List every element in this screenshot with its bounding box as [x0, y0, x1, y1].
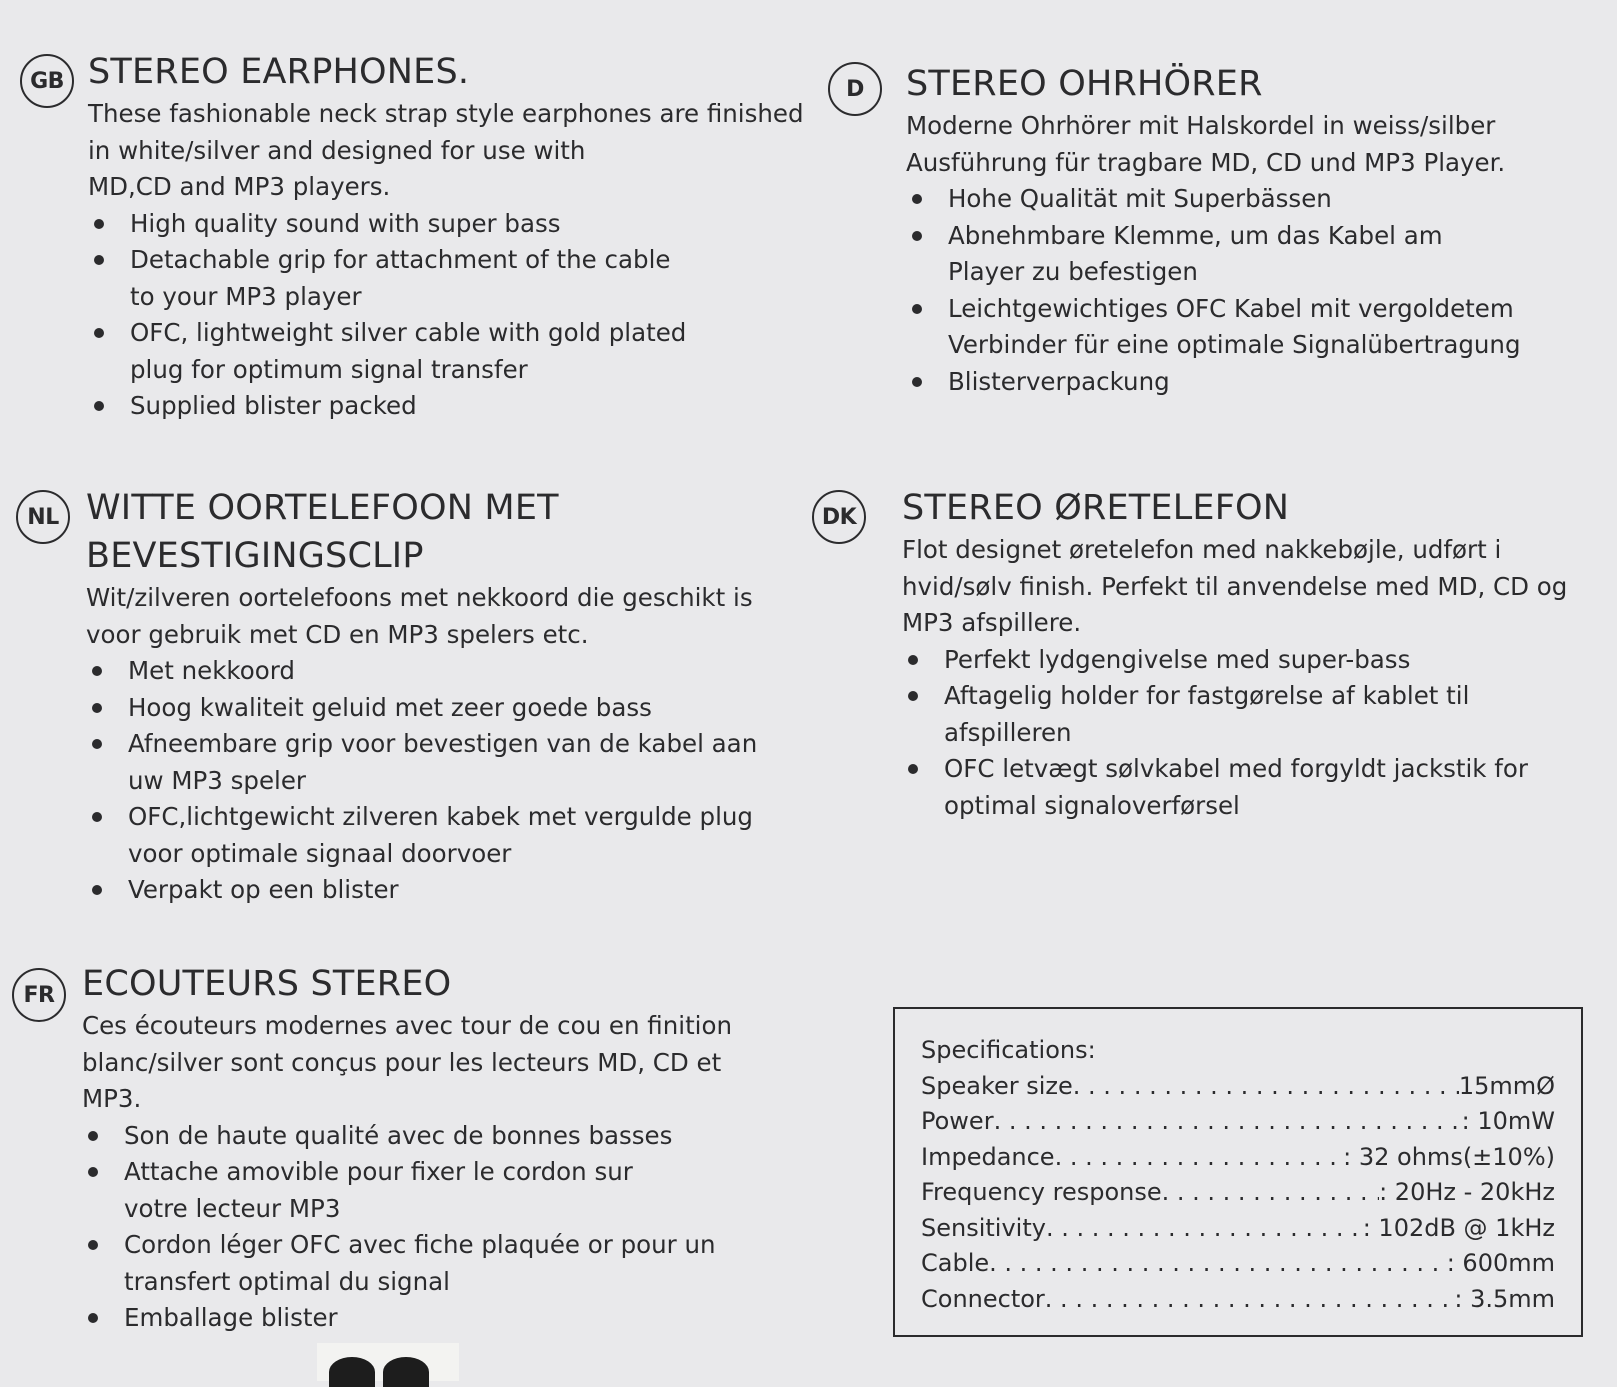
section-intro: Wit/zilveren oortelefoons met nekkoord die geschikt is voor gebruik met CD en MP3 spelers etc. [86, 583, 753, 649]
section-title: ECOUTEURS STEREO [82, 964, 452, 1004]
list-item: Supplied blister packed [88, 388, 848, 425]
list-item: Verpakt op een blister [86, 872, 846, 909]
spec-row-sensitivity: Sensitivity . . . : 102dB @ 1kHz [921, 1211, 1555, 1247]
spec-row-frequency-response: Frequency response . . . : 20Hz - 20kHz [921, 1175, 1555, 1211]
list-item: Detachable grip for attachment of the cable to your MP3 player [88, 242, 848, 315]
list-item: Emballage blister [82, 1300, 842, 1337]
graphic-shape [383, 1357, 429, 1387]
list-item: Cordon léger OFC avec fiche plaquée or pour un transfert optimal du signal [82, 1227, 842, 1300]
list-item: Hoog kwaliteit geluid met zeer goede bass [86, 690, 846, 727]
spec-row-impedance: Impedance . . . : 32 ohms(±10%) [921, 1140, 1555, 1176]
language-badge-fr: FR [12, 968, 66, 1022]
partial-graphic [317, 1343, 459, 1381]
list-item: Afneembare grip voor bevestigen van de kabel aan uw MP3 speler [86, 726, 846, 799]
spec-row-connector: Connector . . . : 3.5mm [921, 1282, 1555, 1318]
spec-row-cable: Cable . . . : 600mm [921, 1246, 1555, 1282]
feature-list [906, 181, 1617, 400]
feature-list [82, 1118, 842, 1337]
list-item: Attache amovible pour fixer le cordon sur votre lecteur MP3 [82, 1154, 842, 1227]
feature-list [88, 206, 848, 425]
specifications-box [893, 1007, 1583, 1337]
spec-row-speaker-size: Speaker size . . . 15mmØ [921, 1069, 1555, 1105]
list-item: Abnehmbare Klemme, um das Kabel am Player zu befestigen [906, 218, 1617, 291]
language-badge-nl: NL [16, 490, 70, 544]
list-item: Perfekt lydgengivelse med super-bass [902, 642, 1617, 679]
spec-row-power: Power . . . : 10mW [921, 1104, 1555, 1140]
section-title: STEREO EARPHONES. [88, 52, 470, 92]
feature-list [902, 642, 1617, 825]
feature-list [86, 653, 846, 909]
language-badge-gb: GB [20, 54, 74, 108]
specifications-heading: Specifications: [921, 1036, 1096, 1064]
list-item: Blisterverpackung [906, 364, 1617, 401]
section-intro: Moderne Ohrhörer mit Halskordel in weiss/silber Ausführung für tragbare MD, CD und MP3 Player. [906, 111, 1506, 177]
list-item: High quality sound with super bass [88, 206, 848, 243]
section-title: STEREO ØRETELEFON [902, 488, 1290, 528]
list-item: OFC, lightweight silver cable with gold plated plug for optimum signal transfer [88, 315, 848, 388]
section-intro: Ces écouteurs modernes avec tour de cou en finition blanc/silver sont conçus pour les lecteurs MD, CD et MP3. [82, 1011, 733, 1113]
language-badge-d: D [828, 62, 882, 116]
section-title: STEREO OHRHÖRER [906, 64, 1263, 104]
list-item: OFC letvægt sølvkabel med forgyldt jackstik for optimal signaloverførsel [902, 751, 1617, 824]
list-item: Son de haute qualité avec de bonnes basses [82, 1118, 842, 1155]
section-intro: These fashionable neck strap style earphones are finished in white/silver and designed for use with MD,CD and MP3 players. [88, 99, 804, 201]
graphic-shape [329, 1357, 375, 1387]
list-item: OFC,lichtgewicht zilveren kabek met vergulde plug voor optimale signaal doorvoer [86, 799, 846, 872]
list-item: Met nekkoord [86, 653, 846, 690]
section-title: WITTE OORTELEFOON MET BEVESTIGINGSCLIP [86, 488, 559, 576]
list-item: Leichtgewichtiges OFC Kabel mit vergoldetem Verbinder für eine optimale Signalübertragung [906, 291, 1617, 364]
section-intro: Flot designet øretelefon med nakkebøjle, udført i hvid/sølv finish. Perfekt til anvendelse med MD, CD og MP3 afspillere. [902, 535, 1568, 637]
list-item: Hohe Qualität mit Superbässen [906, 181, 1617, 218]
list-item: Aftagelig holder for fastgørelse af kablet til afspilleren [902, 678, 1617, 751]
language-badge-dk: DK [812, 490, 866, 544]
